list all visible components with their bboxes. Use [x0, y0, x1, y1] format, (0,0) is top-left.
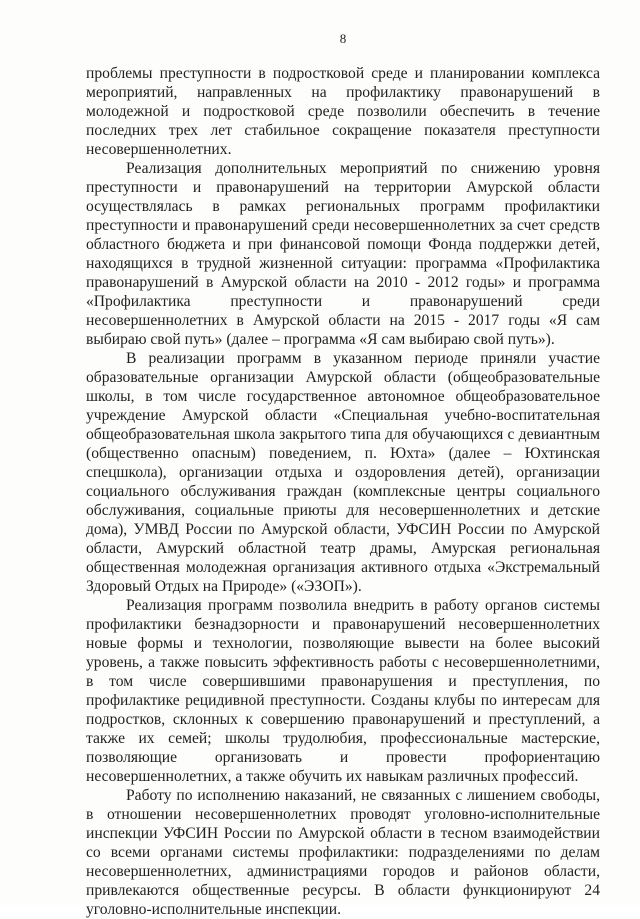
- paragraph-3: В реализации программ в указанном периоде приняли участие образовательные организации Амурской области (общеобразовательные школы, в том числе государственное автономное общеобразовательное учреждение Амурской области «Специальная учебно-воспитательная общеобразовательная школа закрытого типа для обучающихся с девиантным (общественно опасным) поведением, п. Юхта» (далее – Юхтинская спецшкола), организации отдыха и оздоровления детей), организации социального обслуживания граждан (комплексные центры социального обслуживания, социальные приюты для несовершеннолетних и детские дома), УМВД России по Амурской области, УФСИН России по Амурской области, Амурский областной театр драмы, Амурская региональная общественная молодежная организация активного отдыха «Экстремальный Здоровый Отдых на Природе» («ЭЗОП»).: [86, 350, 600, 595]
- paragraph-5: Работу по исполнению наказаний, не связанных с лишением свободы, в отношении несовершеннолетних проводят уголовно-исполнительные инспекции УФСИН России по Амурской области в тесном взаимодействии со всеми органами системы профилактики: подразделениями по делам несовершеннолетних, администрациями городов и районов области, привлекаются общественные ресурсы. В области функционируют 24 уголовно-исполнительные инспекции.: [86, 787, 600, 918]
- paragraph-2: Реализация дополнительных мероприятий по снижению уровня преступности и правонарушений на территории Амурской области осуществлялась в рамках региональных программ профилактики преступности и правонарушений среди несовершеннолетних за счет средств областного бюджета и при финансовой помощи Фонда поддержки детей, находящихся в трудной жизненной ситуации: программа «Профилактика правонарушений в Амурской области на 2010 - 2012 годы» и программа «Профилактика преступности и правонарушений среди несовершеннолетних в Амурской области на 2015 - 2017 годы «Я сам выбираю свой путь» (далее – программа «Я сам выбираю свой путь»).: [86, 160, 600, 348]
- page-number: 8: [339, 31, 347, 46]
- paragraph-1: проблемы преступности в подростковой среде и планировании комплекса мероприятий, направленных на профилактику правонарушений в молодежной и подростковой среде позволили обеспечить в течение последних трех лет стабильное сокращение показателя преступности несовершеннолетних.: [86, 65, 600, 158]
- paragraph-4: Реализация программ позволила внедрить в работу органов системы профилактики безнадзорности и правонарушений несовершеннолетних новые формы и технологии, позволяющие вывести на более высокий уровень, а также повысить эффективность работы с несовершеннолетними, в том числе совершившими правонарушения и преступления, по профилактике рецидивной преступности. Созданы клубы по интересам для подростков, склонных к совершению правонарушений и преступлений, а также их семей; школы трудолюбия, профессиональные мастерские, позволяющие организовать и провести профориентацию несовершеннолетних, а также обучить их навыкам различных профессий.: [86, 597, 600, 785]
